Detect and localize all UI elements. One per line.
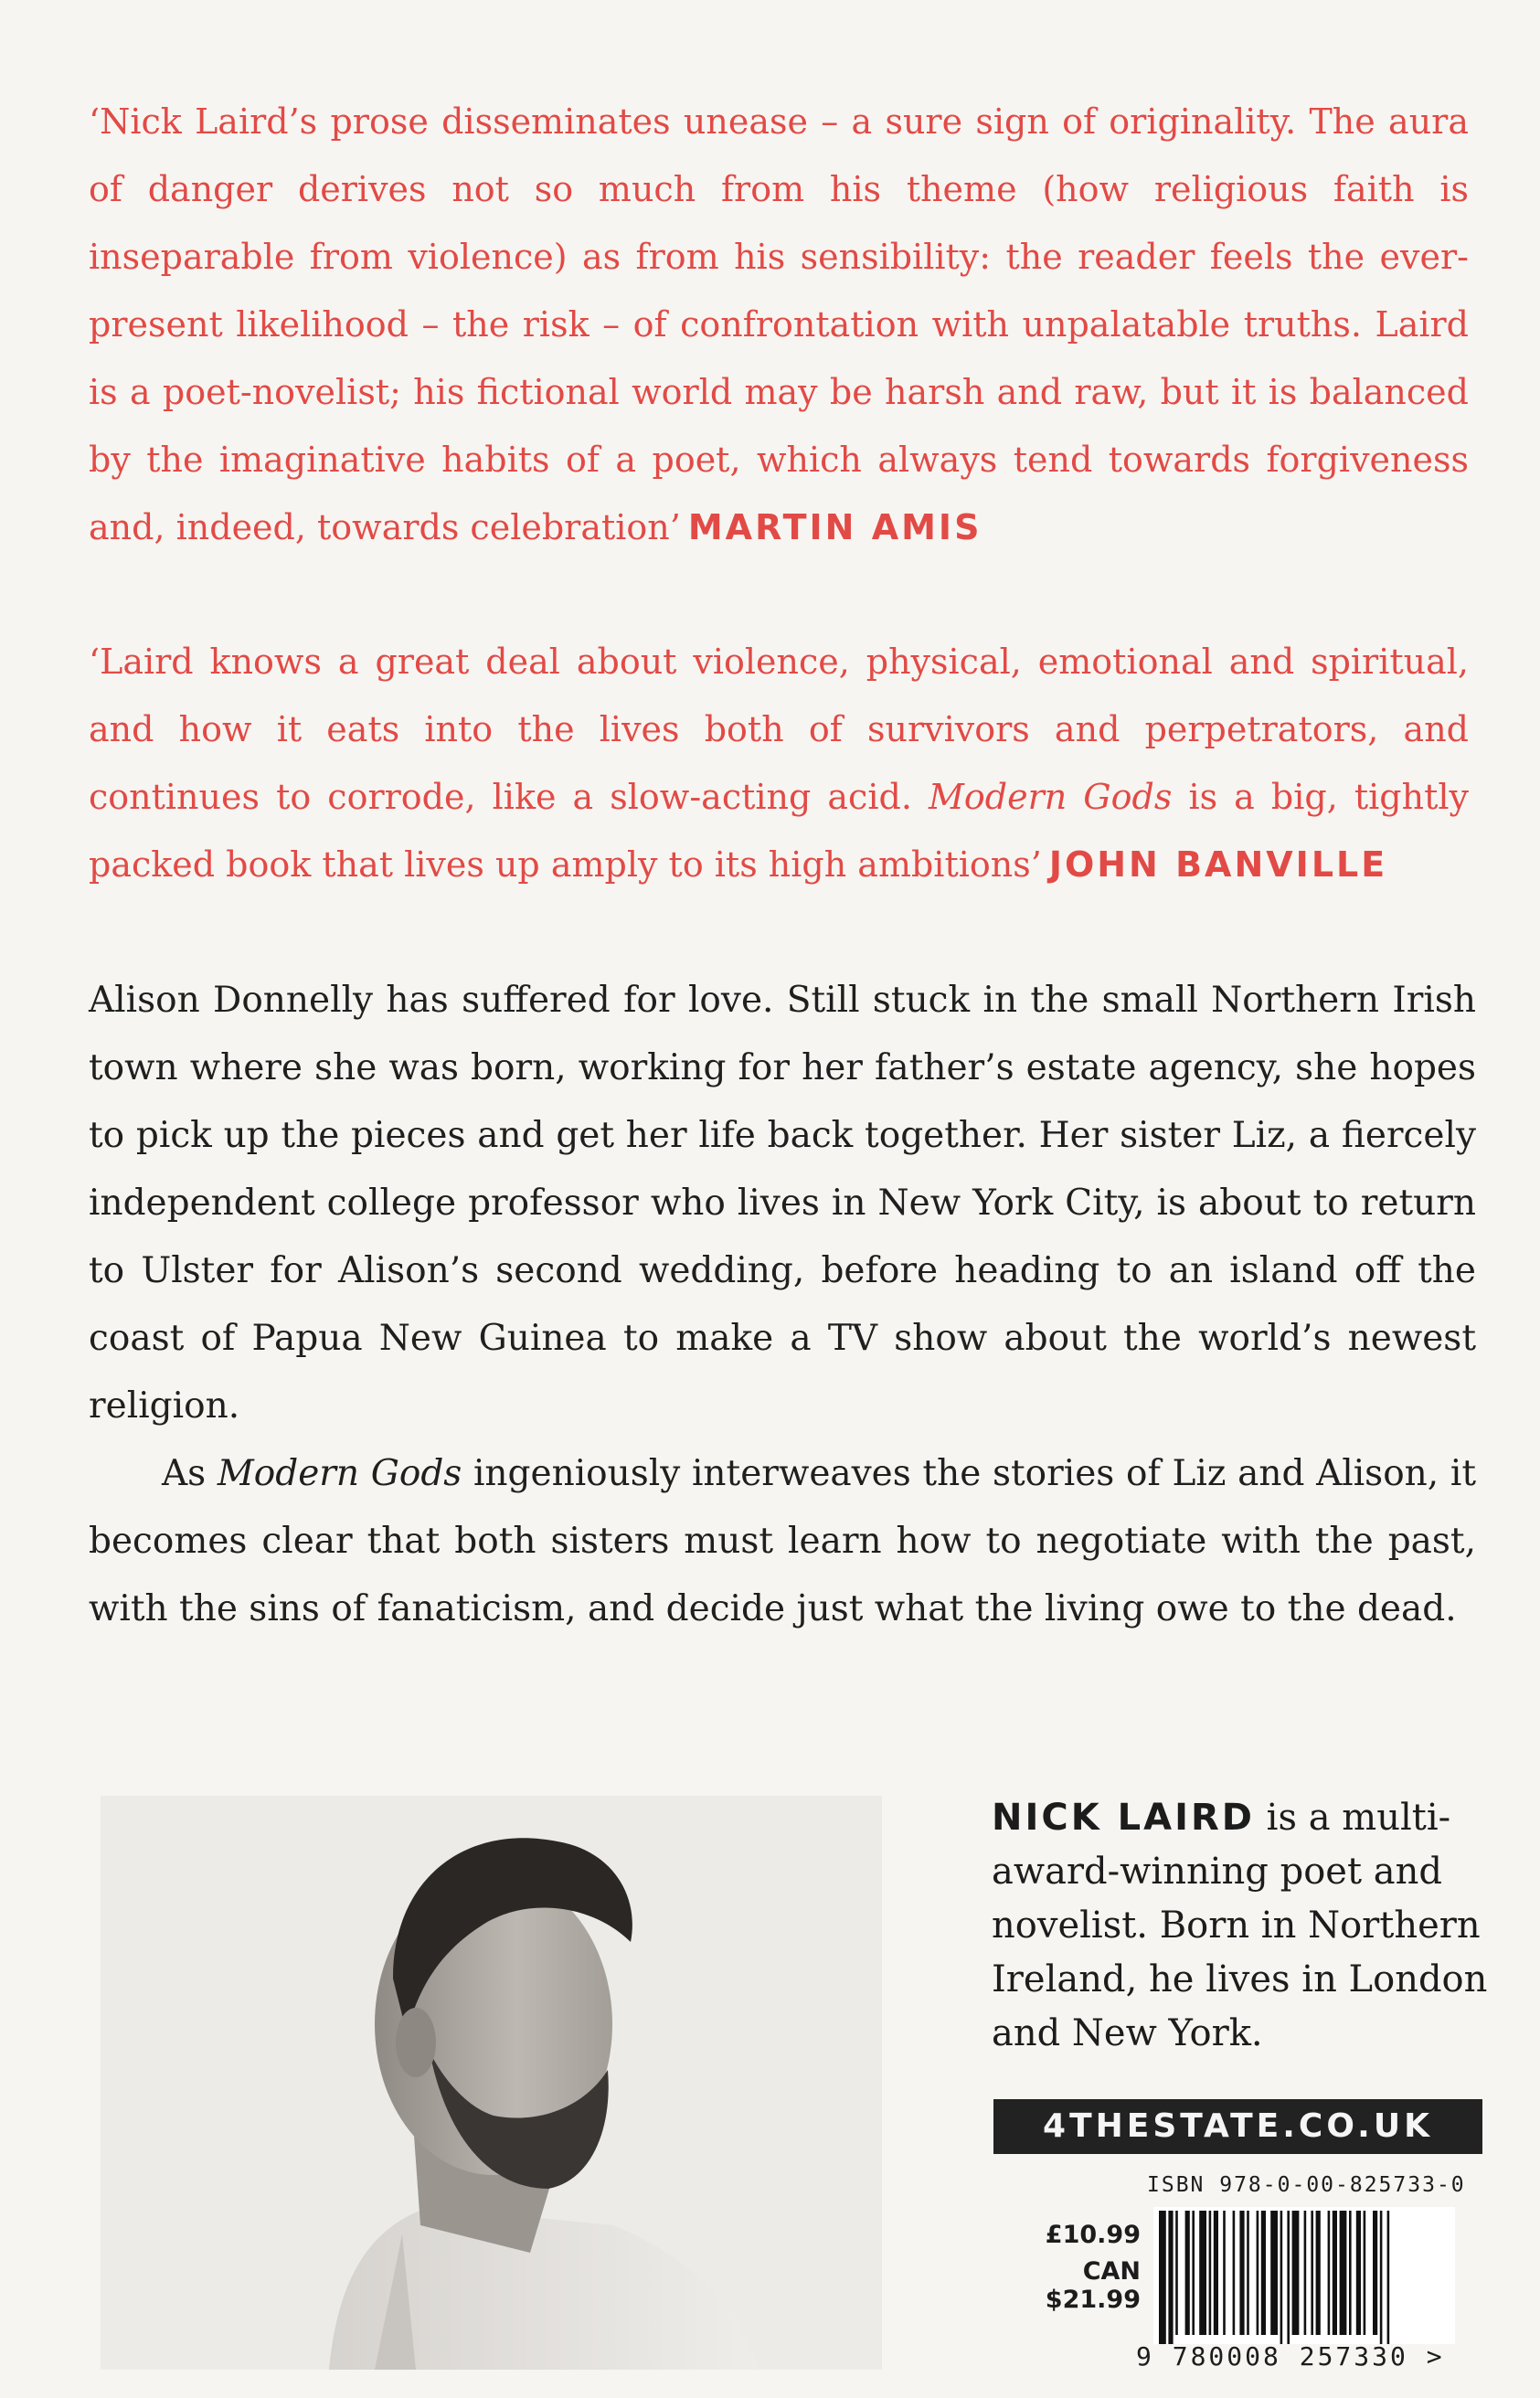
barcode-bar (1328, 2211, 1331, 2335)
synopsis-paragraph-2 (89, 1440, 1476, 1643)
barcode-bar (1304, 2211, 1307, 2335)
barcode-bar (1387, 2211, 1390, 2344)
review-attribution-banville: JOHN BANVILLE (1048, 844, 1388, 885)
barcode-bar (1356, 2211, 1361, 2335)
barcode-bar (1192, 2211, 1195, 2335)
barcode-bar (1185, 2211, 1190, 2335)
barcode-bar (1214, 2211, 1218, 2335)
barcode-bar (1247, 2211, 1249, 2335)
barcode-bar (1373, 2211, 1377, 2335)
publisher-website-banner: 4THESTATE.CO.UK (993, 2099, 1482, 2154)
isbn-label: ISBN 978-0-00-825733-0 (1147, 2173, 1466, 2197)
barcode-bar (1280, 2211, 1283, 2344)
barcode-bar (1199, 2211, 1206, 2335)
barcode-bar (1311, 2211, 1313, 2335)
barcode-bar (1233, 2211, 1236, 2335)
author-bio (992, 1791, 1490, 2061)
barcode-bar (1209, 2211, 1212, 2335)
price-can: CAN $21.99 (1045, 2257, 1141, 2314)
barcode-bar (1159, 2211, 1166, 2344)
synopsis-paragraph-1: Alison Donnelly has suffered for love. Still stuck in the small Northern Irish town where she was born, working for her father’s estate agency, she hopes to pick up the pieces and get her life back together. Her sister Liz, a fiercely independent college professor who lives in New York City, is about to return to Ulster for Alison’s second wedding, before heading to an island off the coast of Papua New Guinea to make a TV show about the world’s newest religion. (89, 980, 1476, 1427)
barcode-bar (1364, 2211, 1366, 2335)
barcode-bar (1168, 2211, 1173, 2344)
synopsis-text-part2: ingeniously interweaves the stories of Liz and Alison, it becomes clear that both sisters must learn how to negotiate with the past, with the sins of fanaticism, and decide just what the living owe to the dead. (89, 1453, 1476, 1629)
review-attribution-amis: MARTIN AMIS (687, 507, 982, 547)
barcode (1153, 2207, 1455, 2344)
review-quote-book-title: Modern Gods (928, 777, 1173, 817)
author-name: NICK LAIRD (992, 1797, 1255, 1839)
author-bio-text: is a multi-award-winning poet and novelist. Born in Northern Ireland, he lives in London and New York. (992, 1797, 1488, 2054)
barcode-bar (1349, 2211, 1352, 2335)
review-quote-amis (89, 88, 1469, 561)
review-quote-text-part1: ‘Laird knows a great deal about violence, physical, emotional and spiritual, and how it eats into the lives both of survivors and perpetrators, and continues to corrode, like a slow-acting acid. (89, 642, 1469, 817)
review-quote-text-part2: is a big, tightly packed book that lives up amply to its high ambitions’ (89, 777, 1469, 885)
barcode-bar (1380, 2211, 1383, 2344)
barcode-bar (1333, 2211, 1337, 2335)
barcode-bar (1175, 2211, 1178, 2335)
barcode-bar (1287, 2211, 1290, 2344)
barcode-bar (1223, 2211, 1226, 2335)
review-quote-banville (89, 628, 1469, 898)
synopsis-book-title: Modern Gods (217, 1453, 462, 1494)
review-quote-text: ‘Nick Laird’s prose disseminates unease – a sure sign of originality. The aura of danger derives not so much from his theme (how religious faith is inseparable from violence) as from his sensibility: the reader feels the ever-present likelihood – the risk – of confrontation with unpalatable truths. Laird is a poet-novelist; his fictional world may be harsh and raw, but it is balanced by the imaginative habits of a poet, which always tend towards forgiveness and, indeed, towards celebration’ (89, 101, 1469, 547)
price-gbp: £10.99 (1045, 2221, 1141, 2249)
barcode-bar (1257, 2211, 1259, 2335)
synopsis-text-part1: As (162, 1453, 218, 1494)
barcode-bar (1292, 2211, 1300, 2335)
barcode-bar (1261, 2211, 1266, 2335)
barcode-digits: 9 780008 257330 > (1136, 2341, 1445, 2371)
author-photo (101, 1796, 882, 2370)
barcode-bar (1316, 2211, 1321, 2335)
barcode-bar (1270, 2211, 1278, 2335)
barcode-bar (1340, 2211, 1347, 2335)
barcode-bar (1239, 2211, 1244, 2335)
